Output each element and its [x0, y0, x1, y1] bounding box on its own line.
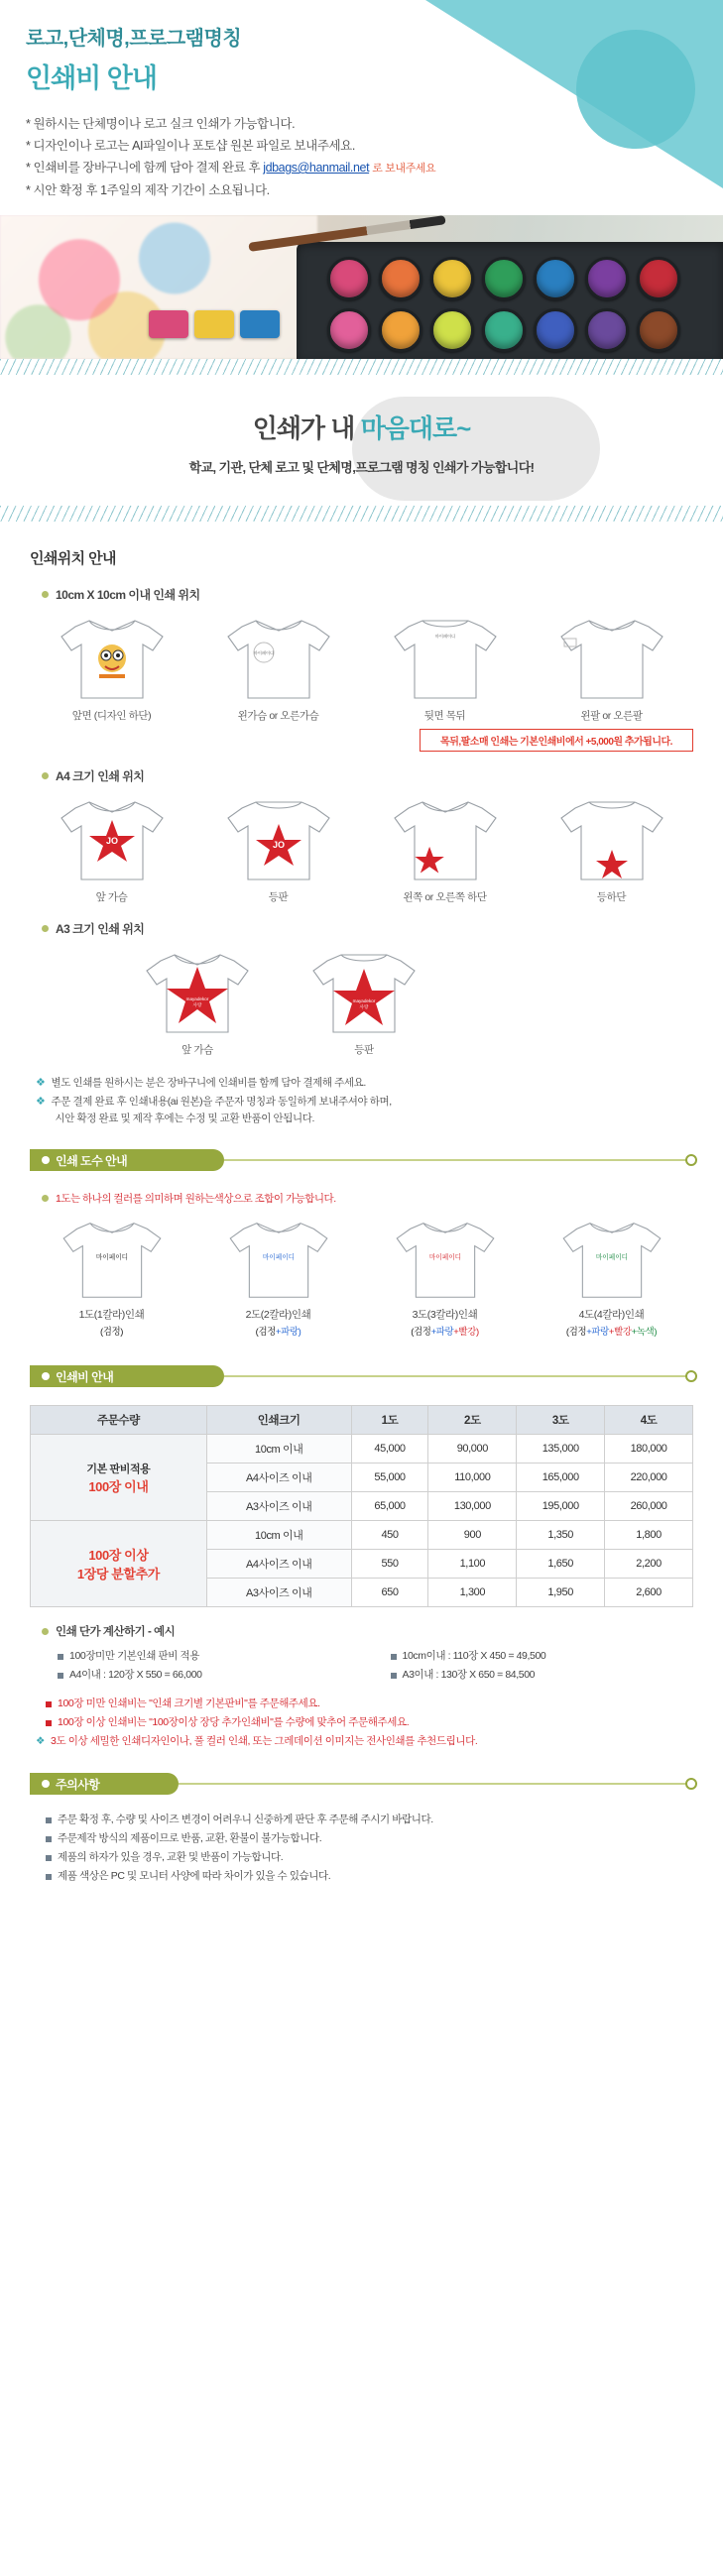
- calc-heading-label: 인쇄 단가 계산하기 - 예시: [56, 1626, 176, 1638]
- caution-item: [46, 1848, 723, 1867]
- header-section: [0, 0, 723, 201]
- calc-item-text: A4이내 : 120장 X 550 = 66,000: [69, 1669, 202, 1681]
- tee-row-group3: [123, 947, 723, 1057]
- color-count-detail: (검정+파랑+빨강+녹색): [565, 1327, 658, 1338]
- caution-text: 주문 확정 후, 수량 및 사이즈 변경이 어려우니 신중하게 판단 후 주문해 주시기 바랍니다.: [58, 1814, 433, 1825]
- tee-cell: [538, 613, 686, 723]
- paint-pan: [637, 257, 680, 300]
- caution-item: [46, 1811, 723, 1829]
- tee-cell: [290, 947, 438, 1057]
- tee-caption: 왼팔 or 오른팔: [580, 710, 643, 722]
- calc-item: [391, 1666, 723, 1685]
- tshirt-1color-icon: [52, 1216, 173, 1303]
- paint-cake: [149, 310, 188, 338]
- square-bullet-icon: [46, 1720, 52, 1726]
- ribbon-end-dot: [685, 1370, 697, 1382]
- bullet-dot-icon: [42, 772, 49, 779]
- header-note-1: * 원하시는 단체명이나 로고 실크 인쇄가 가능합니다.: [26, 117, 296, 131]
- tshirt-4color-icon: [551, 1216, 672, 1303]
- tshirt-back-neck-icon: [385, 613, 506, 704]
- group1-heading-label: 10cm X 10cm 이내 인쇄 위치: [56, 588, 200, 602]
- cell-value: 1,800: [605, 1521, 693, 1550]
- tshirt-a4-low-back-icon: [551, 794, 672, 885]
- calc-item-text: A3이내 : 130장 X 650 = 84,500: [402, 1669, 536, 1681]
- tshirt-a4-back-icon: [218, 794, 339, 885]
- calc-item: [58, 1647, 391, 1666]
- cell-value: 1,350: [517, 1521, 605, 1550]
- svg-text:마이페이디: 마이페이디: [262, 1254, 295, 1261]
- group2-label-cell: [31, 1521, 207, 1607]
- colors-bullet: [42, 1191, 723, 1206]
- tee-caption: 등판: [268, 891, 289, 903]
- tee-caption: 뒷면 목뒤: [423, 710, 466, 722]
- group1-label-a: 기본 판비적용: [86, 1463, 151, 1475]
- slogan-section: [0, 375, 723, 506]
- colors-ribbon: 인쇄 도수 안내: [30, 1149, 224, 1171]
- tip-text: 3도 이상 세밀한 인쇄디자인이나, 풀 컬러 인쇄, 또는 그레데이션 이미지는 전사인쇄를 추천드립니다.: [51, 1735, 478, 1747]
- cell-value: 135,000: [517, 1435, 605, 1464]
- slogan-line1: [0, 409, 723, 445]
- cell-value: 900: [428, 1521, 517, 1550]
- th-order-qty: 주문수량: [31, 1406, 207, 1435]
- tee-caption: 왼가슴 or 오른가슴: [237, 710, 319, 722]
- tee-cell: [371, 794, 520, 904]
- bullet-dot-icon: [42, 925, 49, 932]
- tshirt-a3-back-icon: [303, 947, 424, 1038]
- calc-item-text: 10cm이내 : 110장 X 450 = 49,500: [402, 1650, 546, 1662]
- ribbon-line: [224, 1375, 693, 1377]
- caution-item: [46, 1867, 723, 1886]
- caution-item: [46, 1829, 723, 1848]
- slogan-line2: 학교, 기관, 단체 로고 및 단체명,프로그램 명칭 인쇄가 가능합니다!: [188, 460, 535, 475]
- footnote-text: 주문 결제 완료 후 인쇄내용(ai 원본)을 주문자 명칭과 동일하게 보내주셔야 하며,: [51, 1096, 392, 1108]
- tee-cell: [38, 794, 186, 904]
- svg-text:JO: JO: [272, 840, 285, 850]
- tshirt-a3-chest-icon: [137, 947, 258, 1038]
- price-header-row: [31, 1406, 693, 1435]
- tee-cell: [538, 794, 686, 904]
- tee-caption: 앞 가슴: [95, 891, 128, 903]
- ribbon-end-dot: [685, 1778, 697, 1790]
- color-count-cell: [371, 1216, 520, 1338]
- footnote-text-cont: 시안 확정 완료 및 제작 후에는 수정 및 교환 반품이 안됩니다.: [55, 1112, 314, 1124]
- group1-label-cell: [31, 1435, 207, 1521]
- paint-pan: [430, 308, 474, 352]
- svg-text:마이페이디: 마이페이디: [428, 1254, 461, 1261]
- paint-pan: [430, 257, 474, 300]
- tee-cell: [204, 794, 353, 904]
- tip-text: 100장 미만 인쇄비는 "인쇄 크기별 기본판비"를 주문해주세요.: [58, 1698, 320, 1709]
- ribbon-end-dot: [685, 1154, 697, 1166]
- cell-value: 1,300: [428, 1579, 517, 1607]
- paint-pan: [534, 308, 577, 352]
- cell-value: 45,000: [351, 1435, 428, 1464]
- row-size: 10cm 이내: [206, 1521, 351, 1550]
- calc-items: [58, 1647, 723, 1685]
- square-bullet-icon: [46, 1701, 52, 1707]
- svg-text:JO: JO: [105, 836, 118, 846]
- cell-value: 220,000: [605, 1464, 693, 1492]
- tip-item: [46, 1713, 723, 1732]
- group2-label-a: 100장 이상: [88, 1548, 149, 1563]
- square-bullet-icon: [58, 1673, 63, 1679]
- cell-value: 195,000: [517, 1492, 605, 1521]
- tee-cell: [38, 613, 186, 723]
- paint-pan: [585, 308, 629, 352]
- price-table-wrap: [30, 1405, 693, 1607]
- cell-value: 130,000: [428, 1492, 517, 1521]
- svg-text:사랑: 사랑: [359, 1004, 369, 1009]
- caution-text: 제품의 하자가 있을 경우, 교환 및 반품이 가능합니다.: [58, 1851, 284, 1863]
- group1-label-b: 100장 이내: [88, 1478, 149, 1494]
- svg-text:사랑: 사랑: [192, 1002, 202, 1007]
- tee-cell: [123, 947, 272, 1057]
- tshirt-sleeve-icon: [551, 613, 672, 704]
- tee-caption: 등판: [354, 1044, 374, 1056]
- svg-text:mayadekor: mayadekor: [352, 998, 376, 1003]
- cell-value: 450: [351, 1521, 428, 1550]
- th-3do: 3도: [517, 1406, 605, 1435]
- price-table-body: [31, 1435, 693, 1607]
- color-count-label: 2도(2칼라)인쇄: [245, 1309, 311, 1321]
- surcharge-note: 목뒤,팔소매 인쇄는 기본인쇄비에서 +5,000원 추가됩니다.: [420, 729, 693, 752]
- svg-text:마이페이디: 마이페이디: [95, 1254, 128, 1261]
- tee-caption: 왼쪽 or 오른쪽 하단: [403, 891, 487, 903]
- caution-text: 주문제작 방식의 제품이므로 반품, 교환, 환불이 불가능합니다.: [58, 1832, 322, 1844]
- color-count-cell: [204, 1216, 353, 1338]
- hatch-divider-1: [0, 359, 723, 375]
- colors-ribbon-wrap: [0, 1149, 723, 1175]
- tee-row-group2: [0, 794, 723, 904]
- square-bullet-icon: [46, 1836, 52, 1842]
- square-bullet-icon: [391, 1654, 397, 1660]
- paint-pan: [534, 257, 577, 300]
- header-title-small: 로고,단체명,프로그램명칭: [26, 28, 242, 50]
- row-size: 10cm 이내: [206, 1435, 351, 1464]
- price-tips: [36, 1695, 723, 1751]
- paint-pan: [482, 308, 526, 352]
- tee-cell: [204, 613, 353, 723]
- cell-value: 65,000: [351, 1492, 428, 1521]
- price-ribbon-wrap: [0, 1365, 723, 1391]
- svg-text:마이페이디: 마이페이디: [253, 650, 274, 655]
- paint-pan: [482, 257, 526, 300]
- position-footnotes: [36, 1075, 723, 1127]
- paint-cake: [194, 310, 234, 338]
- calc-item: [391, 1647, 723, 1666]
- group2-heading: [42, 767, 723, 784]
- bullet-dot-icon: [42, 1195, 49, 1202]
- tip-item: [36, 1732, 723, 1751]
- row-size: A3사이즈 이내: [206, 1579, 351, 1607]
- svg-text:mayadekor: mayadekor: [185, 996, 209, 1001]
- bullet-dot-icon: [42, 591, 49, 598]
- ribbon-line: [179, 1783, 693, 1785]
- tee-caption: 앞면 (디자인 하단): [71, 710, 152, 722]
- paint-pan: [379, 257, 422, 300]
- watercolor-photo: [0, 215, 723, 359]
- group1-heading: [42, 586, 723, 603]
- bullet-dot-icon: [42, 1628, 49, 1635]
- tshirt-a4-chest-icon: [52, 794, 173, 885]
- row-size: A3사이즈 이내: [206, 1492, 351, 1521]
- color-count-cell: [538, 1216, 686, 1338]
- table-row: [31, 1435, 693, 1464]
- calc-heading: [42, 1623, 723, 1639]
- tshirt-2color-icon: [218, 1216, 339, 1303]
- color-count-detail: (검정+파랑+빨강): [411, 1327, 479, 1338]
- caution-ribbon-wrap: [0, 1773, 723, 1799]
- svg-text:마이페이디: 마이페이디: [595, 1254, 628, 1261]
- caution-text: 제품 색상은 PC 및 모니터 사양에 따라 차이가 있을 수 있습니다.: [58, 1870, 331, 1882]
- paint-cake: [240, 310, 280, 338]
- color-count-detail: (검정+파랑): [255, 1327, 301, 1338]
- slogan-line1-part2: 마음대로~: [360, 413, 471, 443]
- color-count-label: 4도(4칼라)인쇄: [578, 1309, 645, 1321]
- cell-value: 260,000: [605, 1492, 693, 1521]
- calc-item-text: 100장미만 기본인쇄 판비 적용: [69, 1650, 200, 1662]
- paint-pan: [585, 257, 629, 300]
- slogan-line1-part1: 인쇄가 내: [252, 413, 361, 443]
- square-bullet-icon: [46, 1874, 52, 1880]
- email-note: 로 보내주세요: [372, 163, 436, 175]
- diamond-icon: ❖: [36, 1077, 46, 1089]
- cell-value: 2,200: [605, 1550, 693, 1579]
- caution-ribbon: 주의사항: [30, 1773, 179, 1795]
- email-link[interactable]: jdbags@hanmail.net: [263, 161, 370, 175]
- color-count-detail: (검정): [99, 1327, 124, 1338]
- price-table: [30, 1405, 693, 1607]
- paint-pan: [327, 257, 371, 300]
- square-bullet-icon: [46, 1855, 52, 1861]
- group3-heading: [42, 920, 723, 937]
- group2-heading-label: A4 크기 인쇄 위치: [56, 769, 145, 783]
- paint-pan: [637, 308, 680, 352]
- tee-caption: 앞 가슴: [181, 1044, 213, 1056]
- ribbon-line: [224, 1159, 693, 1161]
- cell-value: 55,000: [351, 1464, 428, 1492]
- paint-pan: [379, 308, 422, 352]
- diamond-icon: ❖: [36, 1096, 46, 1108]
- price-ribbon: 인쇄비 안내: [30, 1365, 224, 1387]
- svg-text:마이페이디: 마이페이디: [434, 634, 455, 639]
- row-size: A4사이즈 이내: [206, 1464, 351, 1492]
- price-table-head: [31, 1406, 693, 1435]
- cell-value: 2,600: [605, 1579, 693, 1607]
- th-4do: 4도: [605, 1406, 693, 1435]
- header-note-3: [26, 157, 723, 179]
- tshirt-left-chest-icon: [218, 613, 339, 704]
- cell-value: 90,000: [428, 1435, 517, 1464]
- position-section-title: 인쇄위치 안내: [30, 550, 116, 567]
- tshirt-front-icon: [52, 613, 173, 704]
- cell-value: 1,950: [517, 1579, 605, 1607]
- th-2do: 2도: [428, 1406, 517, 1435]
- square-bullet-icon: [391, 1673, 397, 1679]
- th-1do: 1도: [351, 1406, 428, 1435]
- header-note-4: * 시안 확정 후 1주일의 제작 기간이 소요됩니다.: [26, 183, 270, 197]
- cell-value: 550: [351, 1550, 428, 1579]
- color-count-row: [0, 1216, 723, 1338]
- header-note-list: [26, 113, 723, 201]
- header-note-2: * 디자인이나 로고는 AI파일이나 포토샵 원본 파일로 보내주세요.: [26, 139, 355, 153]
- footnote-item: [36, 1075, 723, 1092]
- header-title-main: 인쇄비 안내: [26, 63, 157, 93]
- square-bullet-icon: [58, 1654, 63, 1660]
- row-size: A4사이즈 이내: [206, 1550, 351, 1579]
- tip-item: [46, 1695, 723, 1713]
- cell-value: 110,000: [428, 1464, 517, 1492]
- tee-caption: 등하단: [596, 891, 627, 903]
- color-count-label: 3도(3칼라)인쇄: [412, 1309, 478, 1321]
- cell-value: 165,000: [517, 1464, 605, 1492]
- caution-items: [46, 1811, 723, 1886]
- paint-pan: [327, 308, 371, 352]
- cell-value: 180,000: [605, 1435, 693, 1464]
- cell-value: 1,100: [428, 1550, 517, 1579]
- color-count-label: 1도(1칼라)인쇄: [78, 1309, 145, 1321]
- tip-text: 100장 이상 인쇄비는 "100장이상 장당 추가인쇄비"를 수량에 맞추어 주문해주세요.: [58, 1716, 410, 1728]
- square-bullet-icon: [46, 1817, 52, 1823]
- color-count-cell: [38, 1216, 186, 1338]
- tshirt-3color-icon: [385, 1216, 506, 1303]
- tshirt-a4-low-side-icon: [385, 794, 506, 885]
- th-print-size: 인쇄크기: [206, 1406, 351, 1435]
- hatch-divider-2: [0, 506, 723, 522]
- diamond-icon: ❖: [36, 1735, 46, 1747]
- tee-cell: [371, 613, 520, 723]
- footnote-item: [36, 1094, 723, 1127]
- cell-value: 650: [351, 1579, 428, 1607]
- group2-label-b: 1장당 분할추가: [76, 1567, 160, 1581]
- colors-bullet-label: 1도는 하나의 컬러를 의미하며 원하는색상으로 조합이 가능합니다.: [56, 1193, 336, 1205]
- header-note-3-text: * 인쇄비를 장바구니에 함께 담아 결제 완료 후: [26, 161, 264, 175]
- cell-value: 1,650: [517, 1550, 605, 1579]
- group3-heading-label: A3 크기 인쇄 위치: [56, 922, 145, 936]
- footnote-text: 별도 인쇄를 원하시는 분은 장바구니에 인쇄비를 함께 담아 결제해 주세요.: [51, 1077, 366, 1089]
- calc-item: [58, 1666, 391, 1685]
- tee-row-group1: [0, 613, 723, 723]
- table-row: [31, 1521, 693, 1550]
